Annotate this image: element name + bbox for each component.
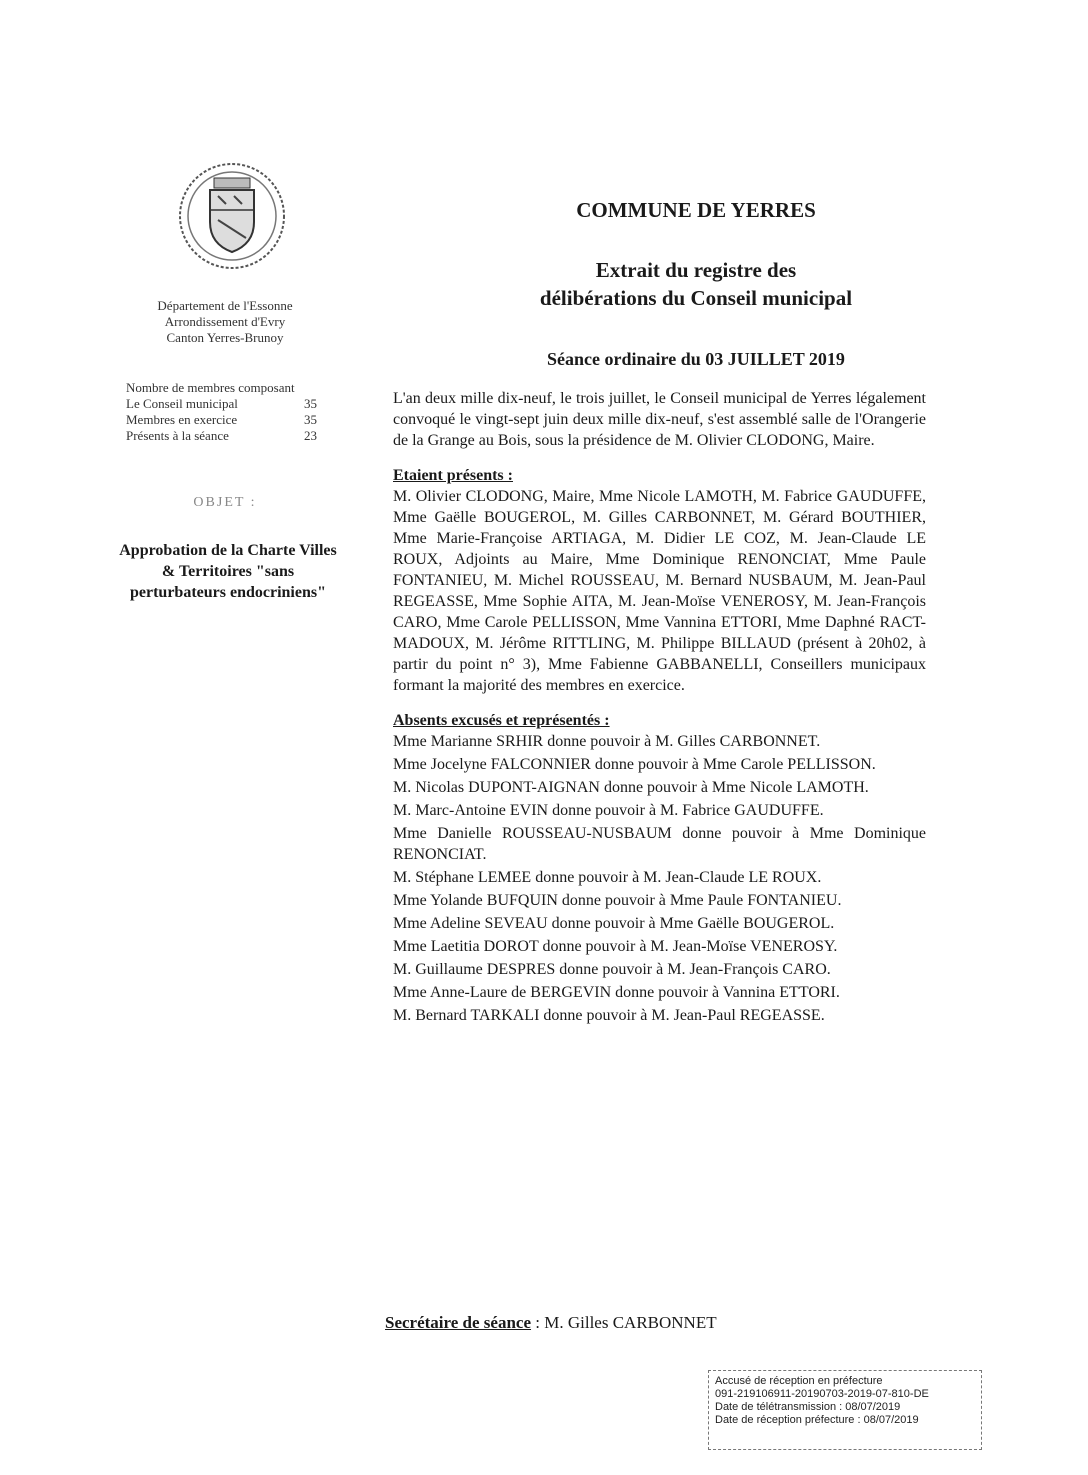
register-subtitle-line: délibérations du Conseil municipal [539, 286, 853, 310]
register-subtitle-line: Extrait du registre des [595, 258, 797, 282]
objet-label: OBJET : [193, 495, 257, 510]
absent-item: M. Guillaume DESPRES donne pouvoir à M. Jean-François CARO. [393, 961, 831, 978]
absent-item: Mme Adeline SEVEAU donne pouvoir à Mme Gaëlle BOUGEROL. [393, 915, 835, 932]
members-title: Nombre de membres composant [126, 380, 295, 395]
members-value: 23 [304, 428, 317, 443]
absent-item: Mme Laetitia DOROT donne pouvoir à M. Jean-Moïse VENEROSY. [393, 938, 838, 955]
members-row [126, 396, 326, 412]
objet-text: Approbation de la Charte Villes & Territoires "sans perturbateurs endocriniens" [119, 542, 337, 601]
department-line: Département de l'Essonne [157, 298, 293, 313]
members-value: 35 [304, 396, 317, 411]
presents-list: M. Olivier CLODONG, Maire, Mme Nicole LAMOTH, M. Fabrice GAUDUFFE, Mme Gaëlle BOUGEROL, M. Gilles CARBONNET, M. Gérard BOUTHIER, Mme Marie-Françoise ARTIAGA, M. Didier LE COZ, M. Jean-Claude LE ROUX, Adjoints au Maire, Mme Dominique RENONCIAT, Mme Paule FONTANIEU, M. Michel ROUSSEAU, M. Bernard NUSBAUM, M. Jean-Paul REGEASSE, Mme Sophie AITA, M. Jean-Moïse VENEROSY, M. Jean-François CARO, Mme Carole PELLISSON, Mme Vannina ETTORI, Mme Daphné RACT-MADOUX, M. Jérôme RITTLING, M. Philippe BILLAUD (présent à 20h02, à partir du point n° 3), Mme Fabienne GABBANELLI, Conseillers municipaux formant la majorité des membres en exercice. [393, 488, 926, 694]
session-secretary [385, 1313, 945, 1333]
arrondissement-line: Arrondissement d'Evry [164, 314, 286, 329]
members-label: Le Conseil municipal [126, 396, 238, 411]
absent-item: Mme Anne-Laure de BERGEVIN donne pouvoir à Vannina ETTORI. [393, 984, 840, 1001]
secretary-value: : M. Gilles CARBONNET [535, 1313, 717, 1332]
absent-item: M. Marc-Antoine EVIN donne pouvoir à M. Fabrice GAUDUFFE. [393, 802, 824, 819]
session-title: Séance ordinaire du 03 JUILLET 2019 [547, 349, 845, 369]
stamp-line: Accusé de réception en préfecture [715, 1375, 883, 1387]
members-row [126, 412, 326, 428]
absent-item: M. Bernard TARKALI donne pouvoir à M. Jean-Paul REGEASSE. [393, 1007, 825, 1024]
absent-item: Mme Yolande BUFQUIN donne pouvoir à Mme Paule FONTANIEU. [393, 892, 842, 909]
stamp-line: 091-219106911-20190703-2019-07-810-DE [715, 1388, 929, 1400]
intro-paragraph: L'an deux mille dix-neuf, le trois juillet, le Conseil municipal de Yerres légalement convoqué le vingt-sept juin deux mille dix-neuf, s'est assemblé salle de l'Orangerie de la Grange au Bois, sous la présidence de M. Olivier CLODONG, Maire. [393, 390, 926, 449]
department-info [110, 298, 340, 346]
absent-item: M. Nicolas DUPONT-AIGNAN donne pouvoir à Mme Nicole LAMOTH. [393, 779, 869, 796]
page-title: COMMUNE DE YERRES [576, 198, 816, 222]
members-label: Membres en exercice [126, 412, 238, 427]
register-subtitle [470, 256, 922, 312]
absents-heading: Absents excusés et représentés : [393, 712, 610, 729]
absent-item: Mme Danielle ROUSSEAU-NUSBAUM donne pouvoir à Mme Dominique RENONCIAT. [393, 825, 926, 863]
presents-heading: Etaient présents : [393, 467, 513, 484]
members-label: Présents à la séance [126, 428, 229, 443]
town-seal-icon [176, 160, 288, 272]
secretary-label: Secrétaire de séance [385, 1313, 532, 1332]
members-value: 35 [304, 412, 317, 427]
absent-item: M. Stéphane LEMEE donne pouvoir à M. Jean-Claude LE ROUX. [393, 869, 822, 886]
canton-line: Canton Yerres-Brunoy [166, 330, 284, 345]
members-row [126, 428, 326, 444]
prefecture-receipt-stamp [708, 1370, 982, 1450]
absent-item: Mme Jocelyne FALCONNIER donne pouvoir à Mme Carole PELLISSON. [393, 756, 876, 773]
deliberation-body [393, 388, 926, 1028]
stamp-line: Date de réception préfecture : 08/07/2019 [715, 1414, 919, 1426]
stamp-line: Date de télétransmission : 08/07/2019 [715, 1401, 901, 1413]
members-count [126, 380, 326, 444]
absent-item: Mme Marianne SRHIR donne pouvoir à M. Gilles CARBONNET. [393, 733, 821, 750]
